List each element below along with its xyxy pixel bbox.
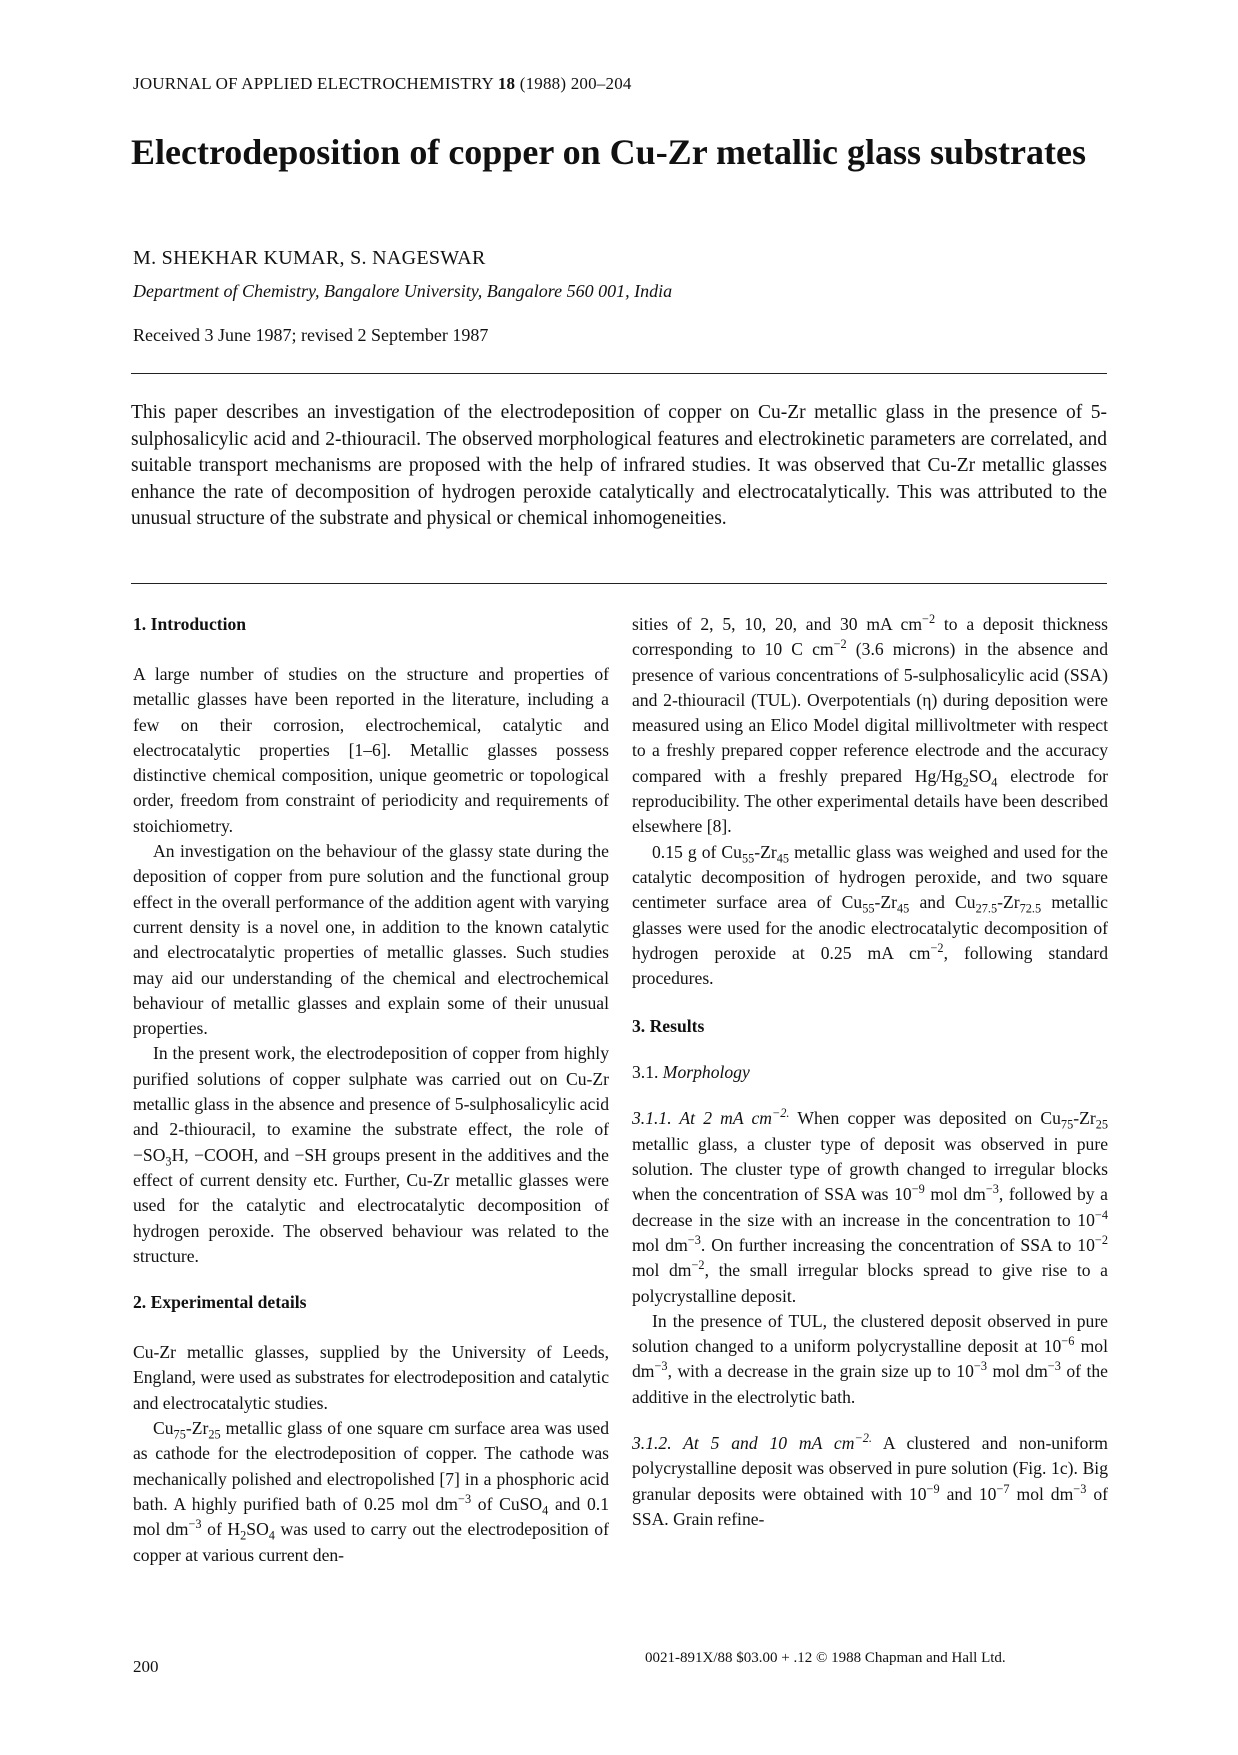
experimental-paragraph-2-cont: sities of 2, 5, 10, 20, and 30 mA $cm^{-2}$ to a deposit thickness corresponding to 10 C $cm^{-2}$ (3.6 microns) in the absence and presence of various concentrations of 5-sulphosalicylic acid (SSA) and 2-thiouracil (TUL). Overpotentials (η) during deposition were measured using an Elico Model digital millivoltmeter with respect to a freshly prepared copper reference electrode and the accuracy compared with a freshly prepared $Hg/Hg_2SO_4$ electrode for reproducibility. The other experimental details have been described elsewhere [8].: [632, 612, 1108, 837]
author-list: M. SHEKHAR KUMAR, S. NAGESWAR: [133, 247, 486, 269]
experimental-paragraph-3: 0.15 g of $Cu_{55}-Zr_{45}$ metallic glass was weighed and used for the catalytic decomposition of hydrogen peroxide, and two square centimeter surface area of $Cu_{55}-Zr_{45}$ and $Cu_{27.5}-Zr_{72.5}$ metallic glasses were used for the anodic electrocatalytic decomposition of hydrogen peroxide at 0.25 mA $cm^{-2}$, following standard procedures.: [632, 841, 1108, 989]
section-heading-experimental: 2. Experimental details: [133, 1292, 307, 1313]
intro-paragraph-2: An investigation on the behaviour of the glassy state during the deposition of copper from pure solution and the functional group effect in the overall performance of the addition agent with varying current density is a novel one, in addition to the known catalytic and electrocatalytic properties of metallic glasses. Such studies may aid our understanding of the chemical and electrochemical behaviour of metallic glasses and explain some of their unusual properties.: [133, 841, 609, 1039]
results-paragraph-3-1-1b: In the presence of TUL, the clustered deposit observed in pure solution changed to a uniform polycrystalline deposit at $10^{-6}$ mol $dm^{-3}$, with a decrease in the grain size up to $10^{-3}$ mol $dm^{-3}$ of the additive in the electrolytic bath.: [632, 1310, 1108, 1407]
author-affiliation: Department of Chemistry, Bangalore University, Bangalore 560 001, India: [133, 281, 673, 301]
intro-paragraph-3: In the present work, the electrodeposition of copper from highly purified solutions of copper sulphate was carried out on Cu-Zr metallic glass in the absence and presence of 5-sulphosalicylic acid and 2-thiouracil, to examine the substrate effect, the role of $-SO_3H$, −COOH, and −SH groups present in the additives and the effect of current density etc. Further, Cu-Zr metallic glasses were used for the catalytic and electrocatalytic decomposition of hydrogen peroxide. The observed behaviour was related to the structure.: [133, 1043, 609, 1266]
right-column: [632, 612, 1108, 1532]
results-paragraph-3-1-2: 3.1.2. At 5 and 10 mA $cm^{-2.}$ A clustered and non-uniform polycrystalline deposit was observed in pure solution (Fig. 1c). Big granular deposits were obtained with $10^{-9}$ and $10^{-7}$ mol $dm^{-3}$ of SSA. Grain refine-: [632, 1431, 1108, 1529]
divider-top: [131, 373, 1107, 374]
experimental-paragraph-1: Cu-Zr metallic glasses, supplied by the University of Leeds, England, were used as substrates for electrodeposition and catalytic and electrocatalytic studies.: [133, 1342, 609, 1413]
copyright-line: 0021-891X/88 $03.00 + .12 © 1988 Chapman and Hall Ltd.: [645, 1650, 1006, 1666]
abstract: This paper describes an investigation of the electrodeposition of copper on Cu-Zr metallic glass in the presence of 5-sulphosalicylic acid and 2-thiouracil. The observed morphological features and electrokinetic parameters are correlated, and suitable transport mechanisms are proposed with the help of infrared studies. It was observed that Cu-Zr metallic glasses enhance the rate of decomposition of hydrogen peroxide catalytically and electrocatalytically. This was attributed to the unusual structure of the substrate and physical or chemical inhomogeneities.: [131, 402, 1107, 529]
journal-volume: 18: [497, 74, 516, 93]
journal-year-pages: (1988) 200–204: [519, 74, 632, 93]
article-title: Electrodeposition of copper on Cu-Zr metallic glass substrates: [131, 132, 1086, 172]
section-heading-introduction: 1. Introduction: [133, 614, 247, 634]
received-dates: Received 3 June 1987; revised 2 September 1987: [133, 325, 489, 345]
experimental-paragraph-2: $Cu_{75}-Zr_{25}$ metallic glass of one square cm surface area was used as cathode for the electrodeposition of copper. The cathode was mechanically polished and electropolished [7] in a phosphoric acid bath. A highly purified bath of 0.25 mol $dm^{-3}$ of CuSO$_4$ and 0.1 mol $dm^{-3}$ of $H_2SO_4$ was used to carry out the electrodeposition of copper at various current den-: [133, 1418, 609, 1565]
journal-name: JOURNAL OF APPLIED ELECTROCHEMISTRY: [133, 74, 494, 93]
section-heading-results: 3. Results: [632, 1016, 705, 1037]
left-column: [133, 612, 609, 1568]
intro-paragraph-1: A large number of studies on the structure and properties of metallic glasses have been reported in the literature, including a few on their corrosion, electrochemical, catalytic and electrocatalytic properties [1–6]. Metallic glasses possess distinctive chemical composition, unique geometric or topological order, freedom from constraint of periodicity and requirements of stoichiometry.: [133, 664, 609, 836]
subsection-heading-morphology: 3.1. Morphology: [632, 1062, 750, 1083]
page-number: 200: [133, 1657, 159, 1676]
journal-header: [133, 74, 632, 94]
divider-bottom: [131, 583, 1107, 584]
results-paragraph-3-1-1: 3.1.1. At 2 mA $cm^{-2.}$ When copper was deposited on $Cu_{75}-Zr_{25}$ metallic glass, a cluster type of deposit was observed in pure solution. The cluster type of growth changed to irregular blocks when the concentration of SSA was $10^{-9}$ mol $dm^{-3}$, followed by a decrease in the size with an increase in the concentration to $10^{-4}$ mol $dm^{-3}$. On further increasing the concentration of SSA to $10^{-2}$ mol $dm^{-2}$, the small irregular blocks spread to give rise to a polycrystalline deposit.: [632, 1106, 1108, 1306]
